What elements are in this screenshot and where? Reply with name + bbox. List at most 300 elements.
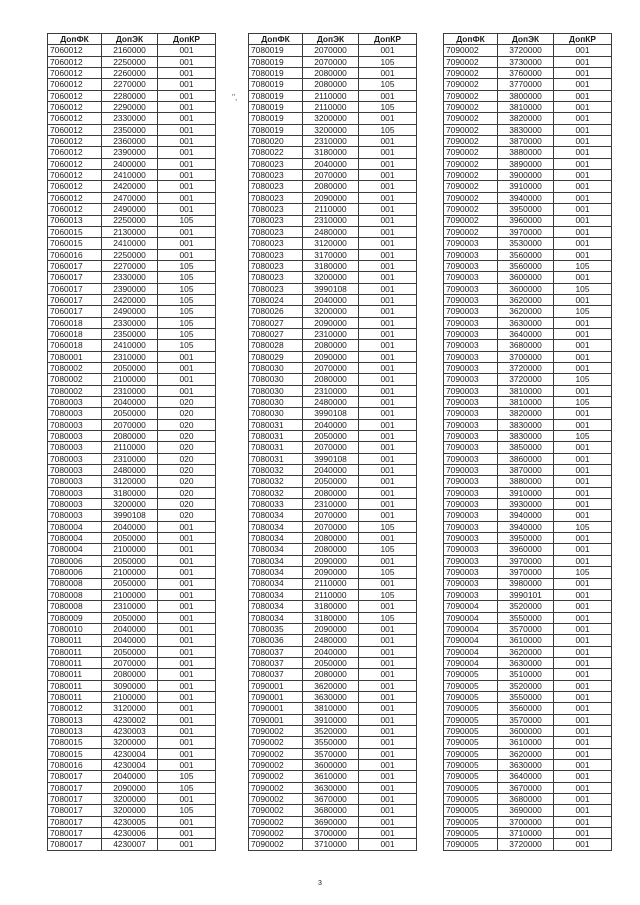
table-row (249, 771, 417, 782)
cell-dopkr: 001 (554, 714, 612, 725)
cell-dopkr: 001 (554, 340, 612, 351)
cell-dopkr: 105 (158, 340, 216, 351)
cell-dopek: 2100000 (102, 589, 158, 600)
table-row (249, 431, 417, 442)
cell-dopek: 2080000 (303, 79, 359, 90)
cell-dopek: 2050000 (102, 362, 158, 373)
cell-dopkr: 105 (554, 306, 612, 317)
cell-dopek: 2470000 (102, 192, 158, 203)
cell-dopfk: 7080019 (249, 113, 303, 124)
table-row (48, 442, 216, 453)
table-row (48, 102, 216, 113)
cell-dopfk: 7090003 (444, 374, 498, 385)
cell-dopkr: 001 (158, 204, 216, 215)
table-row (48, 419, 216, 430)
cell-dopkr: 105 (158, 260, 216, 271)
cell-dopfk: 7080013 (48, 725, 102, 736)
table-row (444, 306, 612, 317)
cell-dopkr: 105 (359, 544, 417, 555)
cell-dopkr: 001 (359, 181, 417, 192)
cell-dopkr: 001 (359, 385, 417, 396)
cell-dopek: 2330000 (102, 317, 158, 328)
cell-dopek: 3870000 (498, 136, 554, 147)
table-row (48, 589, 216, 600)
cell-dopfk: 7090003 (444, 397, 498, 408)
cell-dopfk: 7080019 (249, 90, 303, 101)
table-row (249, 56, 417, 67)
cell-dopek: 2100000 (102, 544, 158, 555)
cell-dopkr: 001 (359, 272, 417, 283)
cell-dopkr: 001 (554, 249, 612, 260)
cell-dopek: 3600000 (498, 272, 554, 283)
table-row (48, 737, 216, 748)
cell-dopek: 3990108 (303, 453, 359, 464)
cell-dopkr: 001 (158, 828, 216, 839)
table-row (249, 68, 417, 79)
cell-dopek: 3810000 (498, 102, 554, 113)
cell-dopfk: 7080029 (249, 351, 303, 362)
table-row (48, 351, 216, 362)
cell-dopkr: 001 (554, 181, 612, 192)
header-dopkr: ДопКР (359, 34, 417, 45)
cell-dopek: 3910000 (498, 487, 554, 498)
cell-dopek: 2080000 (303, 533, 359, 544)
cell-dopek: 3630000 (498, 760, 554, 771)
cell-dopek: 3700000 (303, 828, 359, 839)
cell-dopek: 2070000 (102, 419, 158, 430)
table-row (444, 782, 612, 793)
table-row (48, 544, 216, 555)
table-row (444, 612, 612, 623)
table-row (444, 215, 612, 226)
cell-dopek: 3950000 (498, 533, 554, 544)
table-row (444, 260, 612, 271)
cell-dopkr: 001 (359, 45, 417, 56)
cell-dopek: 3630000 (498, 317, 554, 328)
cell-dopek: 2070000 (303, 510, 359, 521)
table-row (444, 499, 612, 510)
table-row (444, 816, 612, 827)
cell-dopkr: 001 (359, 578, 417, 589)
cell-dopfk: 7080034 (249, 612, 303, 623)
cell-dopek: 3200000 (102, 805, 158, 816)
cell-dopek: 3830000 (498, 431, 554, 442)
table-row (444, 601, 612, 612)
cell-dopfk: 7090002 (444, 113, 498, 124)
cell-dopfk: 7080019 (249, 45, 303, 56)
cell-dopek: 4230006 (102, 828, 158, 839)
table-row (444, 646, 612, 657)
table-row (444, 385, 612, 396)
cell-dopek: 3940000 (498, 192, 554, 203)
cell-dopkr: 001 (158, 748, 216, 759)
cell-dopkr: 001 (158, 249, 216, 260)
cell-dopkr: 105 (158, 272, 216, 283)
cell-dopek: 3640000 (498, 328, 554, 339)
table-row (249, 408, 417, 419)
cell-dopek: 3730000 (498, 56, 554, 67)
table-row (249, 828, 417, 839)
cell-dopek: 4230007 (102, 839, 158, 850)
table-row (249, 442, 417, 453)
table-row (48, 725, 216, 736)
cell-dopfk: 7090005 (444, 828, 498, 839)
cell-dopkr: 001 (554, 68, 612, 79)
table-row (249, 136, 417, 147)
cell-dopkr: 020 (158, 510, 216, 521)
table-row (444, 68, 612, 79)
cell-dopfk: 7060018 (48, 340, 102, 351)
cell-dopfk: 7090002 (249, 828, 303, 839)
cell-dopfk: 7080011 (48, 646, 102, 657)
cell-dopkr: 001 (359, 68, 417, 79)
cell-dopfk: 7080011 (48, 669, 102, 680)
cell-dopfk: 7090002 (249, 725, 303, 736)
cell-dopkr: 001 (554, 839, 612, 850)
cell-dopkr: 001 (359, 782, 417, 793)
cell-dopkr: 001 (359, 340, 417, 351)
table-row (249, 351, 417, 362)
cell-dopek: 2110000 (303, 204, 359, 215)
cell-dopfk: 7080037 (249, 646, 303, 657)
table-row (249, 794, 417, 805)
table-row (249, 476, 417, 487)
cell-dopkr: 001 (158, 170, 216, 181)
cell-dopkr: 001 (359, 760, 417, 771)
table-row (249, 272, 417, 283)
cell-dopek: 3610000 (498, 635, 554, 646)
cell-dopek: 2480000 (303, 226, 359, 237)
cell-dopek: 3970000 (498, 555, 554, 566)
cell-dopek: 2080000 (303, 487, 359, 498)
table-row (249, 839, 417, 850)
cell-dopfk: 7090002 (444, 158, 498, 169)
cell-dopek: 3610000 (498, 737, 554, 748)
table-row (444, 181, 612, 192)
cell-dopkr: 105 (359, 612, 417, 623)
cell-dopfk: 7080003 (48, 487, 102, 498)
header-dopfk: ДопФК (444, 34, 498, 45)
cell-dopkr: 105 (158, 317, 216, 328)
cell-dopkr: 001 (554, 385, 612, 396)
cell-dopkr: 001 (158, 385, 216, 396)
cell-dopfk: 7090002 (444, 181, 498, 192)
cell-dopfk: 7080006 (48, 567, 102, 578)
cell-dopfk: 7090003 (444, 499, 498, 510)
cell-dopek: 2310000 (303, 136, 359, 147)
cell-dopkr: 001 (554, 544, 612, 555)
table-row (48, 317, 216, 328)
table-row (249, 782, 417, 793)
cell-dopkr: 001 (554, 136, 612, 147)
cell-dopfk: 7060012 (48, 181, 102, 192)
cell-dopfk: 7080034 (249, 589, 303, 600)
cell-dopkr: 001 (158, 533, 216, 544)
table-row (48, 124, 216, 135)
cell-dopkr: 001 (359, 714, 417, 725)
cell-dopfk: 7060012 (48, 204, 102, 215)
cell-dopfk: 7080006 (48, 555, 102, 566)
cell-dopek: 3970000 (498, 226, 554, 237)
cell-dopkr: 001 (158, 181, 216, 192)
table-row (48, 453, 216, 464)
cell-dopek: 2090000 (102, 782, 158, 793)
table-row (48, 623, 216, 634)
cell-dopek: 2040000 (102, 397, 158, 408)
cell-dopfk: 7060017 (48, 306, 102, 317)
data-table-right (443, 33, 612, 851)
cell-dopek: 3900000 (498, 170, 554, 181)
table-row (48, 260, 216, 271)
cell-dopkr: 001 (158, 691, 216, 702)
table-row (48, 476, 216, 487)
cell-dopfk: 7080023 (249, 170, 303, 181)
cell-dopek: 3200000 (102, 794, 158, 805)
table-row (249, 385, 417, 396)
table-row (444, 362, 612, 373)
cell-dopkr: 001 (359, 408, 417, 419)
cell-dopfk: 7080024 (249, 294, 303, 305)
cell-dopkr: 001 (554, 680, 612, 691)
table-row (444, 805, 612, 816)
cell-dopfk: 7090005 (444, 839, 498, 850)
table-row (249, 124, 417, 135)
cell-dopkr: 001 (359, 487, 417, 498)
cell-dopek: 3910000 (498, 181, 554, 192)
table-row (249, 340, 417, 351)
cell-dopek: 3570000 (498, 623, 554, 634)
table-row (444, 635, 612, 646)
cell-dopfk: 7080004 (48, 533, 102, 544)
table-row (48, 521, 216, 532)
cell-dopek: 3680000 (303, 805, 359, 816)
cell-dopfk: 7080019 (249, 124, 303, 135)
table-row (249, 703, 417, 714)
cell-dopfk: 7080002 (48, 374, 102, 385)
cell-dopek: 2280000 (102, 90, 158, 101)
cell-dopfk: 7090005 (444, 714, 498, 725)
cell-dopek: 2090000 (303, 351, 359, 362)
table-row (48, 306, 216, 317)
table-row (48, 771, 216, 782)
table-row (444, 567, 612, 578)
cell-dopkr: 001 (158, 192, 216, 203)
table-row (249, 657, 417, 668)
cell-dopkr: 001 (359, 136, 417, 147)
cell-dopkr: 001 (554, 124, 612, 135)
cell-dopkr: 001 (554, 362, 612, 373)
cell-dopfk: 7090002 (444, 90, 498, 101)
cell-dopkr: 001 (554, 555, 612, 566)
table-row (444, 748, 612, 759)
table-row (249, 646, 417, 657)
table-row (444, 204, 612, 215)
cell-dopkr: 001 (554, 737, 612, 748)
cell-dopfk: 7080023 (249, 181, 303, 192)
table-header-row (249, 34, 417, 45)
cell-dopek: 3120000 (102, 476, 158, 487)
cell-dopek: 3830000 (498, 419, 554, 430)
cell-dopkr: 001 (359, 147, 417, 158)
cell-dopek: 3770000 (498, 79, 554, 90)
table-row (48, 782, 216, 793)
cell-dopek: 3510000 (498, 669, 554, 680)
cell-dopek: 2040000 (303, 294, 359, 305)
cell-dopek: 2420000 (102, 294, 158, 305)
cell-dopfk: 7080011 (48, 635, 102, 646)
cell-dopek: 2110000 (303, 90, 359, 101)
cell-dopek: 2050000 (303, 476, 359, 487)
cell-dopkr: 020 (158, 476, 216, 487)
cell-dopek: 3810000 (498, 385, 554, 396)
cell-dopfk: 7090002 (444, 147, 498, 158)
cell-dopfk: 7080031 (249, 442, 303, 453)
cell-dopek: 2250000 (102, 56, 158, 67)
cell-dopfk: 7080034 (249, 601, 303, 612)
cell-dopek: 2080000 (303, 374, 359, 385)
cell-dopkr: 001 (554, 760, 612, 771)
cell-dopfk: 7090002 (444, 192, 498, 203)
cell-dopek: 3700000 (498, 816, 554, 827)
cell-dopek: 3820000 (498, 113, 554, 124)
table-row (444, 56, 612, 67)
cell-dopfk: 7090003 (444, 385, 498, 396)
table-row (48, 68, 216, 79)
cell-dopek: 3990108 (303, 283, 359, 294)
table-row (249, 102, 417, 113)
cell-dopfk: 7080019 (249, 102, 303, 113)
cell-dopkr: 001 (158, 147, 216, 158)
cell-dopek: 3620000 (498, 294, 554, 305)
cell-dopfk: 7090002 (249, 737, 303, 748)
table-row (444, 691, 612, 702)
cell-dopek: 3610000 (303, 771, 359, 782)
cell-dopfk: 7090003 (444, 442, 498, 453)
cell-dopek: 3860000 (498, 453, 554, 464)
cell-dopfk: 7080003 (48, 453, 102, 464)
cell-dopfk: 7060012 (48, 68, 102, 79)
table-row (249, 362, 417, 373)
table-row (48, 816, 216, 827)
table-row (249, 601, 417, 612)
cell-dopfk: 7060012 (48, 102, 102, 113)
cell-dopek: 2480000 (303, 635, 359, 646)
table-row (249, 317, 417, 328)
cell-dopfk: 7080017 (48, 794, 102, 805)
cell-dopek: 3990108 (303, 408, 359, 419)
cell-dopkr: 001 (158, 612, 216, 623)
cell-dopek: 3520000 (303, 725, 359, 736)
cell-dopfk: 7060012 (48, 45, 102, 56)
cell-dopek: 2070000 (303, 362, 359, 373)
cell-dopfk: 7080023 (249, 215, 303, 226)
cell-dopkr: 001 (158, 589, 216, 600)
cell-dopek: 2310000 (102, 385, 158, 396)
cell-dopkr: 001 (359, 794, 417, 805)
cell-dopkr: 001 (158, 238, 216, 249)
cell-dopkr: 001 (359, 374, 417, 385)
table-row (48, 431, 216, 442)
cell-dopek: 3850000 (498, 442, 554, 453)
cell-dopek: 3620000 (498, 748, 554, 759)
cell-dopek: 3710000 (303, 839, 359, 850)
cell-dopfk: 7060012 (48, 158, 102, 169)
table-row (48, 499, 216, 510)
cell-dopek: 2310000 (303, 499, 359, 510)
cell-dopkr: 001 (554, 476, 612, 487)
cell-dopfk: 7090003 (444, 476, 498, 487)
table-row (249, 567, 417, 578)
cell-dopkr: 001 (554, 601, 612, 612)
cell-dopkr: 001 (359, 260, 417, 271)
cell-dopek: 2400000 (102, 158, 158, 169)
table-row (48, 533, 216, 544)
table-header-row (444, 34, 612, 45)
table-row (249, 147, 417, 158)
cell-dopek: 2040000 (102, 623, 158, 634)
cell-dopek: 3570000 (303, 748, 359, 759)
cell-dopek: 3200000 (303, 124, 359, 135)
cell-dopfk: 7080031 (249, 453, 303, 464)
table-row (48, 340, 216, 351)
cell-dopek: 3630000 (498, 657, 554, 668)
table-row (444, 589, 612, 600)
table-row (48, 567, 216, 578)
table-row (444, 623, 612, 634)
cell-dopfk: 7090001 (249, 703, 303, 714)
table-row (249, 805, 417, 816)
cell-dopfk: 7080011 (48, 680, 102, 691)
cell-dopkr: 020 (158, 431, 216, 442)
cell-dopek: 2080000 (102, 431, 158, 442)
table-row (444, 90, 612, 101)
cell-dopfk: 7090004 (444, 601, 498, 612)
cell-dopfk: 7090003 (444, 408, 498, 419)
cell-dopek: 3180000 (303, 147, 359, 158)
table-row (249, 226, 417, 237)
cell-dopfk: 7090003 (444, 317, 498, 328)
cell-dopkr: 020 (158, 408, 216, 419)
table-row (249, 158, 417, 169)
cell-dopfk: 7090004 (444, 623, 498, 634)
cell-dopek: 2330000 (102, 113, 158, 124)
cell-dopkr: 001 (158, 136, 216, 147)
cell-dopkr: 105 (359, 521, 417, 532)
cell-dopkr: 001 (359, 158, 417, 169)
cell-dopfk: 7080037 (249, 669, 303, 680)
cell-dopfk: 7080023 (249, 226, 303, 237)
cell-dopek: 3980000 (498, 578, 554, 589)
cell-dopkr: 001 (158, 567, 216, 578)
table-row (249, 294, 417, 305)
cell-dopfk: 7080023 (249, 204, 303, 215)
cell-dopkr: 001 (359, 510, 417, 521)
cell-dopkr: 001 (158, 56, 216, 67)
cell-dopfk: 7080023 (249, 238, 303, 249)
cell-dopkr: 001 (158, 578, 216, 589)
cell-dopfk: 7090003 (444, 249, 498, 260)
cell-dopkr: 105 (158, 306, 216, 317)
table-row (48, 181, 216, 192)
cell-dopfk: 7090003 (444, 510, 498, 521)
cell-dopek: 3550000 (303, 737, 359, 748)
table-row (48, 79, 216, 90)
cell-dopfk: 7080034 (249, 544, 303, 555)
table-row (48, 487, 216, 498)
cell-dopfk: 7090005 (444, 691, 498, 702)
cell-dopfk: 7080037 (249, 657, 303, 668)
cell-dopkr: 001 (359, 805, 417, 816)
